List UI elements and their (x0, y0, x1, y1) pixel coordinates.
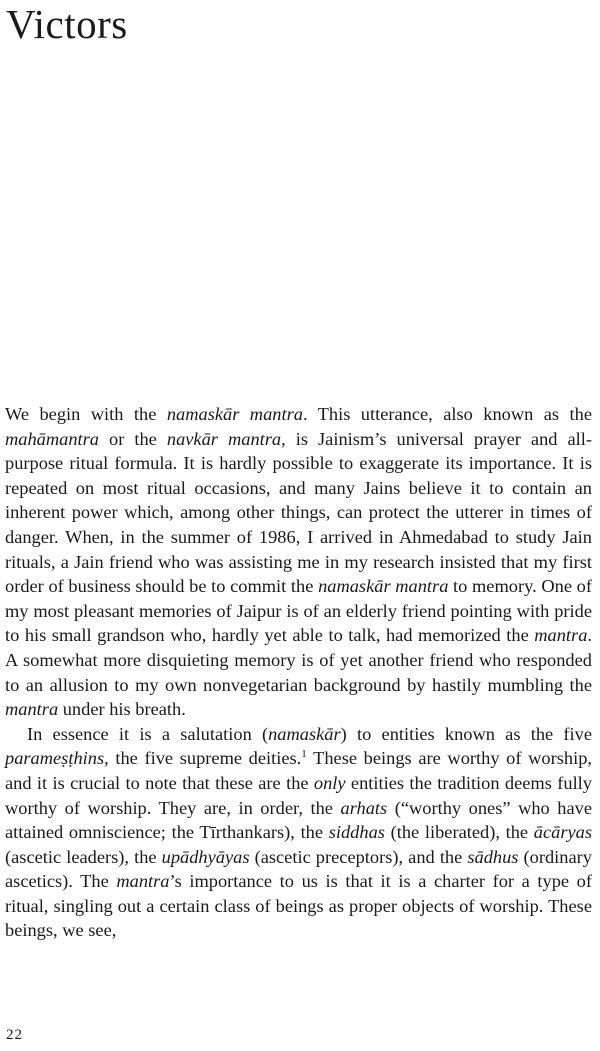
italic-term: mantra (534, 625, 588, 646)
italic-term: namaskār mantra (318, 576, 449, 597)
page-title: Victors (6, 1, 128, 47)
paragraph: In essence it is a salutation (namaskār) to entities known as the five parameṣṭhins, the five supreme deities.$^1$ These beings are worthy of worship, and it is crucial to note that these are the only entities the tradition deems fully worthy of worship. They are, in order, the arhats (“worthy ones” who have attained omniscience; the Tīrthankars), the siddhas (the liberated), the ācāryas (ascetic leaders), the upādhyāyas (ascetic preceptors), and the sādhus (ordinary ascetics). The mantra’s importance to us is that it is a charter for a type of ritual, singling out a certain class of beings as proper objects of worship. These beings, we see, (5, 723, 593, 941)
body-text (5, 402, 592, 943)
italic-term: parameṣṭhins (5, 748, 105, 769)
italic-term: sādhus (467, 846, 519, 867)
paragraph: We begin with the namaskār mantra. This utterance, also known as the mahāmantra or the navkār mantra, is Jainism’s universal prayer and all-purpose ritual formula. It is hardly possible to exaggerate its importance. It is repeated on most ritual occasions, and many Jains believe it to contain an inherent power which, among other things, can protect the utterer in times of danger. When, in the summer of 1986, I arrived in Ahmedabad to study Jain rituals, a Jain friend who was assisting me in my research insisted that my first order of business should be to commit the namaskār mantra to memory. One of my most pleasant memories of Jaipur is of an elderly friend pointing with pride to his small grandson who, hardly yet able to talk, had memorized the mantra. A somewhat more disquieting memory is of yet another friend who responded to an allusion to my own nonvegetarian background by hastily mumbling the mantra under his breath. (5, 404, 592, 720)
italic-term: only (313, 772, 346, 793)
italic-term: ācāryas (533, 822, 592, 843)
italic-term: namaskār (268, 723, 341, 744)
italic-term: arhats (340, 797, 388, 818)
italic-term: siddhas (328, 822, 385, 843)
italic-term: navkār mantra, (166, 428, 286, 449)
italic-term: mahāmantra (5, 428, 100, 449)
italic-term: mantra (5, 699, 59, 720)
italic-term: namaskār mantra (166, 404, 303, 424)
italic-term: mantra (116, 871, 170, 892)
page-number: 22 (6, 1027, 23, 1043)
footnote-marker[interactable]: 1 (301, 748, 307, 761)
italic-term: upādhyāyas (161, 846, 250, 867)
